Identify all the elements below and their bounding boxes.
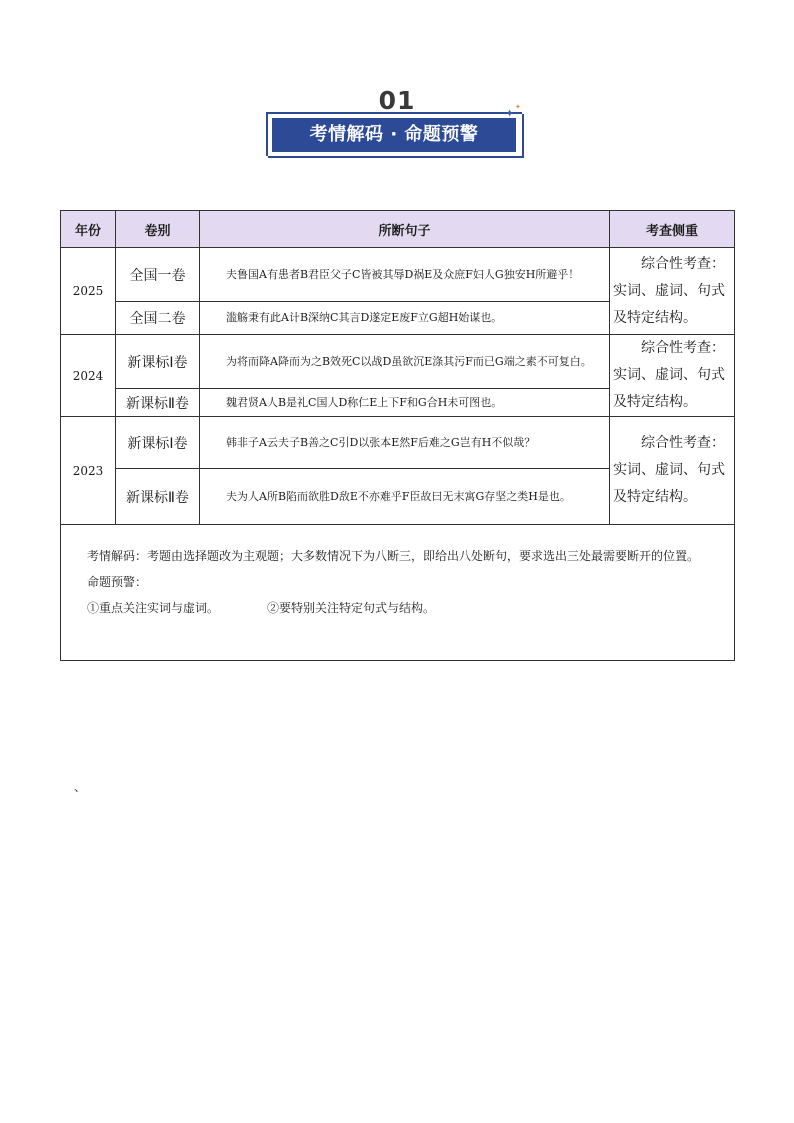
paper-cell: 新课标Ⅱ卷: [116, 469, 200, 525]
col-header-sentence: 所断句子: [200, 211, 610, 248]
table-row: [61, 248, 735, 302]
paper-cell: 新课标Ⅰ卷: [116, 335, 200, 389]
table-header-row: [61, 211, 735, 248]
stray-mark: 、: [74, 780, 87, 794]
paper-cell: 新课标Ⅰ卷: [116, 417, 200, 469]
paper-cell: 新课标Ⅱ卷: [116, 389, 200, 417]
focus-line: 综合性考查：: [641, 435, 725, 451]
table-row: [61, 335, 735, 389]
section-number: 01: [378, 86, 416, 115]
analysis-label: 考情解码：: [87, 549, 148, 563]
warning-tips: [63, 595, 732, 621]
focus-line: 及特定结构。: [613, 309, 697, 326]
section-title-badge: [266, 112, 524, 158]
tip-2: ②要特别关注特定句式与结构。: [267, 601, 436, 615]
sparkle-icon: ✦: [505, 107, 515, 120]
analysis-row: [61, 525, 735, 661]
warning-label: 命题预警：: [87, 575, 148, 589]
section-title: 考情解码 · 命题预警: [272, 118, 516, 152]
focus-line: 综合性考查：: [641, 255, 725, 272]
paper-cell: 全国一卷: [116, 248, 200, 302]
sentence-cell: 为将而降A降而为之B效死C以战D虽欲沉E涤其污F而已G端之素不可复白。: [200, 335, 610, 389]
focus-line: 实词、虚词、句式: [613, 282, 725, 299]
sparkle-small-icon: ✦: [515, 103, 521, 111]
sentence-cell: 滥觞秉有此A计B深纳C其言D遂定E废F立G超H始谋也。: [200, 302, 610, 335]
focus-line: 实词、虚词、句式: [613, 367, 725, 383]
paper-cell: 全国二卷: [116, 302, 200, 335]
tip-1: ①重点关注实词与虚词。: [87, 601, 220, 615]
table-row: [61, 417, 735, 469]
year-cell: 2025: [61, 248, 116, 335]
sentence-cell: 魏君贤A人B是礼C国人D称仁E上下F和G合H未可图也。: [200, 389, 610, 417]
sentence-cell: 韩非子A云夫子B善之C引D以张本E然F后难之G岂有H不似哉？: [200, 417, 610, 469]
focus-line: 及特定结构。: [613, 489, 697, 505]
analysis-cell: [61, 525, 735, 661]
col-header-paper: 卷别: [116, 211, 200, 248]
exam-analysis-table: [60, 210, 735, 661]
analysis-text: 考题由选择题改为主观题；大多数情况下为八断三，即给出八处断句，要求选出三处最需要断开的位置。: [147, 549, 700, 563]
sentence-cell: 夫鲁国A有患者B君臣父子C皆被其辱D祸E及众庶F妇人G独安H所避乎！: [200, 248, 610, 302]
focus-cell: [610, 417, 735, 525]
year-cell: 2024: [61, 335, 116, 417]
col-header-year: 年份: [61, 211, 116, 248]
sentence-cell: 夫为人A所B陷而欲胜D敌E不亦难乎F臣故曰无末寓G存坚之类H是也。: [200, 469, 610, 525]
year-cell: 2023: [61, 417, 116, 525]
focus-cell: [610, 248, 735, 335]
focus-line: 综合性考查：: [641, 340, 725, 356]
focus-cell: [610, 335, 735, 417]
focus-line: 及特定结构。: [613, 394, 697, 410]
col-header-focus: 考查侧重: [610, 211, 735, 248]
focus-line: 实词、虚词、句式: [613, 462, 725, 478]
analysis-paragraph: [63, 543, 732, 569]
